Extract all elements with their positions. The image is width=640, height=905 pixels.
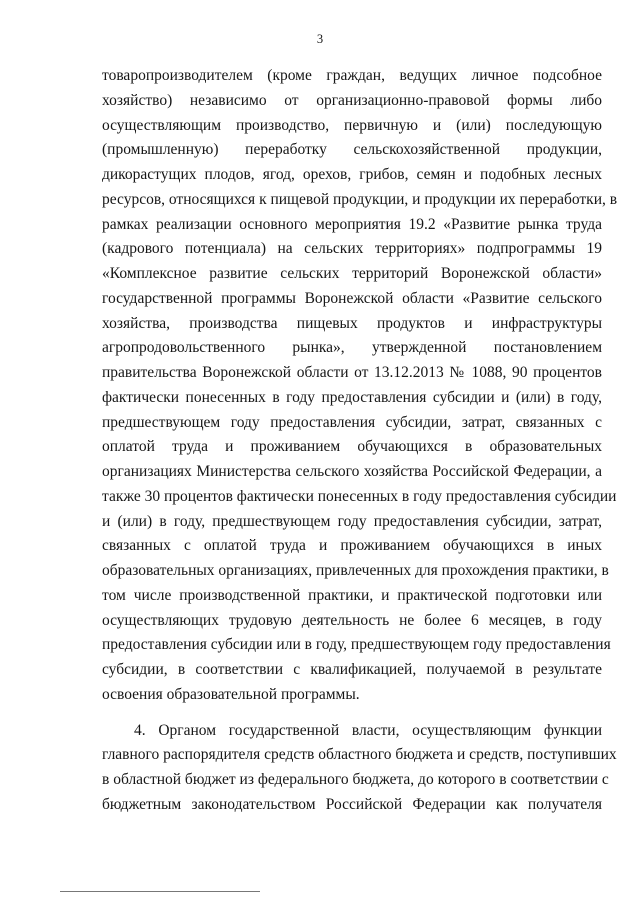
text-line: организациях Министерства сельского хозяйства Российской Федерации, а [102, 463, 602, 480]
text-line: (промышленную) переработку сельскохозяйственной продукции, [102, 141, 602, 159]
text-line: рамках реализации основного мероприятия 19.2 «Развитие рынка труда [102, 215, 602, 233]
text-line: предоставления субсидии или в году, предшествующем году предоставления [102, 636, 611, 654]
text-line: предшествующем году предоставления субсидии, затрат, связанных с [102, 413, 602, 431]
text-line: также 30 процентов фактически понесенных в году предоставления субсидии [102, 487, 617, 505]
paragraph-4 [102, 719, 617, 818]
text-line: в областной бюджет из федерального бюджета, до которого в соответствии с [102, 771, 609, 788]
text-line: правительства Воронежской области от 13.12.2013 № 1088, 90 процентов [102, 364, 602, 381]
text-line: том числе производственной практики, и практической подготовки или [102, 586, 602, 604]
text-line: 4. Органом государственной власти, осуществляющим функции [134, 721, 602, 739]
text-line: осуществляющих трудовую деятельность не более 6 месяцев, в году [102, 611, 602, 629]
paragraph-gap [102, 708, 602, 719]
text-line: хозяйство) независимо от организационно-правовой формы либо [102, 91, 602, 109]
text-line: оплатой труда и проживанием обучающихся в образовательных [102, 438, 602, 456]
text-line: ресурсов, относящихся к пищевой продукции, и продукции их переработки, в [102, 190, 618, 208]
text-line: «Комплексное развитие сельских территорий Воронежской области» [102, 265, 602, 282]
text-line: государственной программы Воронежской области «Развитие сельского [102, 289, 602, 307]
page-number: 3 [316, 32, 324, 46]
text-line: хозяйства, производства пищевых продуктов и инфраструктуры [102, 314, 602, 332]
text-line: освоения образовательной программы. [102, 685, 360, 703]
text-line: товаропроизводителем (кроме граждан, ведущих личное подсобное [102, 67, 602, 84]
text-line: и (или) в году, предшествующем году предоставления субсидии, затрат, [102, 512, 602, 530]
paragraph-continued [102, 64, 618, 708]
text-line: главного распорядителя средств областного бюджета и средств, поступивших [102, 746, 617, 764]
text-line: связанных с оплатой труда и проживанием обучающихся в иных [102, 537, 602, 555]
text-line: фактически понесенных в году предоставления субсидии и (или) в году, [102, 388, 602, 406]
document-body [102, 64, 618, 818]
text-line: бюджетным законодательством Российской Федерации как получателя [102, 795, 602, 813]
text-line: осуществляющим производство, первичную и (или) последующую [102, 116, 602, 134]
text-line: агропродовольственного рынка», утвержденной постановлением [102, 339, 602, 357]
text-line: дикорастущих плодов, ягод, орехов, грибов, семян и подобных лесных [102, 166, 602, 183]
footer-rule [60, 891, 260, 892]
text-line: образовательных организациях, привлеченных для прохождения практики, в [102, 562, 609, 579]
text-line: субсидии, в соответствии с квалификацией, получаемой в результате [102, 661, 602, 678]
text-line: (кадрового потенциала) на сельских территориях» подпрограммы 19 [102, 240, 602, 258]
